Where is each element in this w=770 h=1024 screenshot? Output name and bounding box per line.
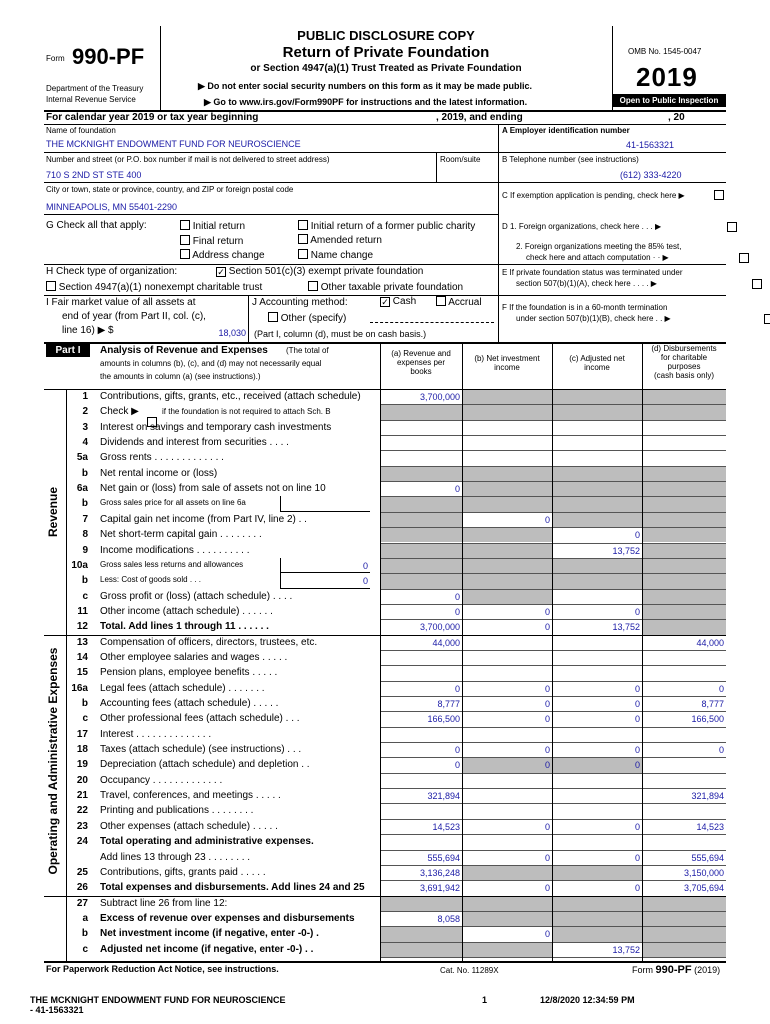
j-cash[interactable]: ✓ Cash (381, 296, 417, 307)
public-disclosure: PUBLIC DISCLOSURE COPY (297, 28, 475, 43)
shaded-cell (643, 390, 726, 404)
col-d-header-line: purposes (667, 362, 701, 371)
form-subtitle: or Section 4947(a)(1) Trust Treated as Private Foundation (250, 63, 522, 74)
shaded-cell (381, 497, 462, 511)
amount-col-d: 3,705,694 (683, 883, 724, 894)
line-description: Less: Cost of goods sold . . . (100, 575, 201, 585)
form-ref: Form 990-PF (2019) (632, 964, 721, 976)
e-label-1: E If private foundation status was terminated under (502, 268, 683, 277)
amount-col-a: 44,000 (432, 637, 460, 648)
amount-col-a: 166,500 (427, 714, 460, 725)
amount-col-a: 0 (454, 745, 460, 756)
line-number: 26 (76, 882, 88, 894)
g-name-change[interactable]: Name change (298, 249, 373, 261)
line-description: Gross sales price for all assets on line 6a (100, 498, 246, 508)
line-description: Other income (attach schedule) . . . . . . (100, 605, 273, 617)
line-number: 18 (76, 744, 88, 756)
phone-value: (612) 333-4220 (620, 170, 682, 180)
line-description: Other employee salaries and wages . . . . . (100, 651, 288, 663)
col-a-header-line: expenses per (396, 358, 446, 367)
line-description: Interest . . . . . . . . . . . . . . (100, 728, 212, 740)
amount-col-b: 0 (544, 929, 550, 940)
amount-col-c: 0 (634, 714, 640, 725)
shaded-cell (643, 943, 726, 957)
line-number: 19 (76, 759, 88, 771)
shaded-cell (643, 497, 726, 511)
line-description: Adjusted net income (if negative, enter -0-) . . (100, 943, 314, 955)
foundation-name: THE MCKNIGHT ENDOWMENT FUND FOR NEUROSCIENCE (46, 139, 301, 149)
i-line2: end of year (from Part II, col. (c), (62, 311, 206, 322)
line-number: 8 (82, 529, 88, 541)
shaded-cell (463, 482, 552, 496)
line-description: Contributions, gifts, grants, etc., received (attach schedule) (100, 391, 361, 402)
line-description: Dividends and interest from securities . . . . (100, 437, 289, 449)
line-description: Capital gain net income (from Part IV, line 2) . . (100, 513, 307, 525)
city-value: MINNEAPOLIS, MN 55401-2290 (46, 202, 178, 212)
col-a-header (380, 349, 462, 376)
col-c-header (552, 354, 642, 372)
shaded-cell (643, 574, 726, 588)
shaded-cell (643, 927, 726, 941)
amount-col-c: 0 (634, 745, 640, 756)
shaded-cell (463, 528, 552, 542)
c-checkbox[interactable] (714, 190, 724, 200)
f-label-1: F If the foundation is in a 60-month termination (502, 303, 668, 312)
ssn-warning: ▶ Do not enter social security numbers on this form as it may be made public. (198, 81, 532, 91)
line-number: b (81, 575, 88, 587)
shaded-cell (643, 620, 726, 634)
amount-col-d: 8,777 (701, 699, 724, 709)
line-number: 27 (76, 897, 88, 909)
amount-col-c: 13,752 (612, 622, 640, 633)
shaded-cell (381, 943, 462, 957)
line-number: 9 (82, 544, 88, 556)
amount-col-b: 0 (544, 714, 550, 725)
shaded-cell (553, 482, 642, 496)
shaded-cell (553, 405, 642, 419)
shaded-cell (553, 513, 642, 527)
line-number: 3 (82, 421, 88, 433)
line-description: Printing and publications . . . . . . . . (100, 805, 254, 817)
shaded-cell (643, 467, 726, 481)
omb-number: OMB No. 1545-0047 (628, 47, 702, 56)
amount-col-b: 0 (544, 883, 550, 894)
cat-number: Cat. No. 11289X (440, 966, 499, 975)
i-line3: line 16) ▶ $ (62, 325, 114, 336)
col-d-header-line: (cash basis only) (653, 371, 715, 380)
line-number: 21 (76, 790, 88, 802)
line-description: Check ▶ (100, 406, 139, 418)
line-number: c (82, 590, 88, 602)
col-a-header-line: books (410, 367, 432, 376)
amount-col-a: 0 (454, 683, 460, 694)
d1-label: D 1. Foreign organizations, check here . . . ▶ (502, 222, 662, 231)
amount-col-a: 0 (454, 606, 460, 617)
line-number: 13 (76, 636, 88, 648)
line-number: 6a (76, 483, 88, 495)
amount-col-c: 0 (634, 852, 640, 863)
line-description: Other professional fees (attach schedule) . . . (100, 713, 300, 725)
shaded-cell (553, 912, 642, 926)
shaded-cell (643, 513, 726, 527)
shaded-cell (381, 927, 462, 941)
name-label: Name of foundation (46, 126, 116, 135)
shaded-cell (463, 912, 552, 926)
e-label-2: section 507(b)(1)(A), check here . . . . ▶ (516, 279, 657, 288)
line-number: 11 (77, 605, 88, 617)
shaded-cell (463, 467, 552, 481)
amount-col-d: 14,523 (696, 821, 724, 832)
street-value: 710 S 2ND ST STE 400 (46, 170, 142, 180)
amount-col-a: 0 (454, 591, 460, 602)
ein-value: 41-1563321 (626, 140, 675, 150)
amount-col-c: 0 (634, 683, 640, 694)
line-description: Total expenses and disbursements. Add lines 24 and 25 (100, 882, 365, 894)
line-number: b (81, 698, 88, 709)
shaded-cell (381, 528, 462, 542)
irs: Internal Revenue Service (46, 95, 136, 104)
amount-col-c: 13,752 (612, 944, 640, 955)
line-number: 22 (76, 805, 88, 817)
shaded-cell (463, 590, 552, 604)
line-number: b (81, 928, 88, 940)
shaded-cell (381, 544, 462, 558)
shaded-cell (381, 405, 462, 419)
shaded-cell (381, 897, 462, 911)
calendar-mid: , 2019, and ending (436, 112, 523, 123)
amount-col-a: 555,694 (427, 852, 460, 863)
shaded-cell (643, 605, 726, 619)
amount-col-a: 3,691,942 (419, 883, 460, 894)
line-number: 10a (71, 559, 88, 571)
line-number: 23 (76, 820, 88, 832)
phone-label: B Telephone number (see instructions) (502, 155, 639, 164)
line-number: 16a (71, 682, 88, 694)
shaded-cell (553, 574, 642, 588)
col-b-header (462, 354, 552, 372)
line-number: 2 (82, 406, 88, 418)
h-label: H Check type of organization: (46, 266, 178, 277)
sch-b-checkbox[interactable] (147, 417, 157, 427)
j-other[interactable]: Other (specify) (268, 312, 346, 324)
shaded-cell (643, 912, 726, 926)
amount-col-d: 44,000 (696, 637, 724, 648)
shaded-cell (463, 943, 552, 957)
amount-col-a: 8,058 (437, 913, 460, 924)
amount-col-a: 3,136,248 (419, 867, 460, 878)
line-number: 5a (76, 452, 88, 464)
street-label: Number and street (or P.O. box number if mail is not delivered to street address) (46, 155, 330, 164)
amount-col-a: 0 (454, 760, 460, 771)
amount-col-b: 0 (544, 745, 550, 756)
shaded-cell (553, 390, 642, 404)
d2-label-a: 2. Foreign organizations meeting the 85% test, (516, 242, 682, 251)
shaded-cell (463, 390, 552, 404)
line-description: Pension plans, employee benefits . . . . . (100, 667, 278, 679)
line-number: b (81, 498, 88, 510)
amount-col-c: 0 (634, 606, 640, 617)
fmv-value: 18,030 (218, 328, 246, 338)
h-501c3[interactable]: ✓ Section 501(c)(3) exempt private foundation (217, 266, 424, 277)
g-initial-former[interactable]: Initial return of a former public charity (298, 220, 475, 232)
d1-checkbox[interactable] (727, 222, 737, 232)
line-number: 14 (76, 651, 88, 663)
print-date: 12/8/2020 12:34:59 PM (540, 995, 635, 1005)
line-description: Depreciation (attach schedule) and depletion . . (100, 759, 310, 771)
line-number: 12 (76, 621, 88, 633)
part-i-title: Analysis of Revenue and Expenses (100, 345, 268, 356)
shaded-cell (643, 544, 726, 558)
page-number: 1 (482, 995, 488, 1005)
amount-col-a: 3,700,000 (419, 392, 460, 402)
part-i-note-1: amounts in columns (b), (c), and (d) may not necessarily equal (100, 359, 322, 368)
footer-ein: - 41-1563321 (30, 1005, 84, 1015)
col-a-header-line: (a) Revenue and (391, 349, 451, 358)
g-amended[interactable]: Amended return (298, 234, 382, 246)
line-description: Total. Add lines 1 through 11 . . . . . . (100, 621, 269, 633)
j-label: J Accounting method: (252, 297, 348, 308)
irs-link[interactable]: ▶ Go to www.irs.gov/Form990PF for instructions and the latest information. (204, 97, 528, 107)
line-description: Net investment income (if negative, enter -0-) . (100, 928, 319, 940)
line-description: Travel, conferences, and meetings . . . . . (100, 790, 281, 802)
line-description: Legal fees (attach schedule) . . . . . . . (100, 682, 265, 694)
g-final[interactable]: Final return (180, 235, 243, 247)
shaded-cell (463, 544, 552, 558)
part-i-title-rest: (The total of (286, 346, 329, 355)
form-title: Return of Private Foundation (282, 44, 490, 61)
line-description: Other expenses (attach schedule) . . . . . (100, 820, 278, 832)
amount-col-d: 166,500 (691, 714, 724, 725)
g-address-change[interactable]: Address change (180, 249, 265, 261)
shaded-cell (381, 467, 462, 481)
amount-col-c: 13,752 (612, 545, 640, 556)
form-word: Form (46, 54, 65, 63)
line-number: b (81, 467, 88, 479)
line-description: Subtract line 26 from line 12: (100, 897, 228, 909)
shaded-cell (643, 405, 726, 419)
room-label: Room/suite (440, 155, 481, 164)
shaded-cell (463, 897, 552, 911)
f-checkbox[interactable] (764, 314, 770, 324)
shaded-cell (643, 482, 726, 496)
shaded-cell (553, 497, 642, 511)
shaded-cell (463, 405, 552, 419)
shaded-cell (381, 574, 462, 588)
line-number: 17 (76, 728, 88, 740)
line-number: 4 (82, 437, 88, 449)
calendar-year-label: For calendar year 2019 or tax year beginning (46, 112, 259, 123)
d2-label-b: check here and attach computation · · ▶ (526, 253, 669, 262)
amount-col-c: 0 (634, 883, 640, 894)
col-d-header-line: for charitable (660, 353, 708, 362)
col-d-header (642, 344, 726, 380)
line-description: Contributions, gifts, grants paid . . . . . (100, 866, 266, 878)
line-number: a (82, 912, 88, 924)
amount-col-c: 0 (634, 530, 640, 541)
line-number: 1 (82, 391, 88, 402)
amount-col-b: 0 (544, 622, 550, 633)
inline-entry-box[interactable] (280, 496, 370, 511)
shaded-cell (381, 559, 462, 573)
amount-col-d: 0 (718, 745, 724, 756)
shaded-cell (643, 559, 726, 573)
col-b-header-line: (b) Net investment (474, 354, 540, 363)
amount-col-a: 3,700,000 (419, 622, 460, 633)
line-description: Accounting fees (attach schedule) . . . . . (100, 698, 279, 709)
f-label-2: under section 507(b)(1)(B), check here . . ▶ (516, 314, 671, 323)
shaded-cell (463, 497, 552, 511)
amount-col-a: 8,777 (437, 699, 460, 709)
j-accrual[interactable]: Accrual (436, 296, 482, 308)
city-label: City or town, state or province, country, and ZIP or foreign postal code (46, 185, 294, 194)
shaded-cell (463, 574, 552, 588)
sch-b-note: if the foundation is not required to attach Sch. B (162, 407, 331, 417)
col-c-header-line: (c) Adjusted net (569, 354, 625, 363)
col-c-header-line: income (584, 363, 610, 372)
j-note: (Part I, column (d), must be on cash basis.) (254, 329, 427, 339)
amount-col-b: 0 (544, 821, 550, 832)
ein-label: A Employer identification number (502, 126, 630, 135)
line-description: Net short-term capital gain . . . . . . . . (100, 529, 262, 541)
line-description: Total operating and administrative expenses. (100, 836, 314, 848)
shaded-cell (553, 927, 642, 941)
line-number: 25 (76, 866, 88, 878)
line-description: Interest on savings and temporary cash investments (100, 421, 332, 433)
amount-col-b: 0 (544, 699, 550, 709)
amount-col-c: 0 (634, 821, 640, 832)
line-number: 24 (76, 836, 88, 848)
shaded-cell (463, 559, 552, 573)
c-label: C If exemption application is pending, check here ▶ (502, 191, 685, 200)
line-description: Taxes (attach schedule) (see instructions) . . . (100, 744, 302, 756)
line-number: c (82, 943, 88, 955)
amount-col-c: 0 (634, 699, 640, 709)
inline-value: 0 (362, 560, 368, 571)
part-i-badge: Part I (46, 344, 90, 357)
i-line1: I Fair market value of all assets at (46, 297, 196, 308)
open-inspection-badge: Open to Public Inspection (612, 94, 726, 107)
amount-col-b: 0 (544, 760, 550, 771)
line-description: Gross sales less returns and allowances (100, 559, 244, 569)
amount-col-a: 0 (454, 484, 460, 495)
line-description: Income modifications . . . . . . . . . . (100, 544, 250, 556)
footer-org: THE MCKNIGHT ENDOWMENT FUND FOR NEUROSCIENCE (30, 995, 286, 1005)
d2-checkbox[interactable] (739, 253, 749, 263)
line-description: Gross rents . . . . . . . . . . . . . (100, 452, 224, 464)
paperwork-notice: For Paperwork Reduction Act Notice, see instructions. (46, 964, 279, 974)
shaded-cell (381, 513, 462, 527)
amount-col-a: 321,894 (427, 791, 460, 802)
shaded-cell (643, 528, 726, 542)
line-description: Excess of revenue over expenses and disbursements (100, 912, 355, 924)
j-other-line (370, 322, 494, 323)
shaded-cell (643, 897, 726, 911)
revenue-side-label: Revenue (46, 486, 60, 538)
line-description: Add lines 13 through 23 . . . . . . . . (100, 851, 251, 863)
amount-col-d: 3,150,000 (683, 867, 724, 878)
line-description: Net gain or (loss) from sale of assets not on line 10 (100, 483, 326, 495)
shaded-cell (643, 590, 726, 604)
tax-year: 2019 (636, 62, 698, 92)
amount-col-c: 0 (634, 760, 640, 771)
line-number: 7 (82, 513, 88, 525)
expenses-side-label: Operating and Administrative Expenses (46, 647, 60, 875)
line-number: 15 (76, 667, 88, 679)
g-label: G Check all that apply: (46, 220, 147, 231)
line-number: 20 (76, 774, 88, 786)
shaded-cell (553, 559, 642, 573)
amount-col-d: 321,894 (691, 791, 724, 802)
line-description: Occupancy . . . . . . . . . . . . . (100, 774, 223, 786)
shaded-cell (553, 467, 642, 481)
amount-col-b: 0 (544, 683, 550, 694)
line-description: Gross profit or (loss) (attach schedule) . . . . (100, 590, 293, 602)
shaded-cell (463, 866, 552, 880)
calendar-end: , 20 (668, 112, 685, 123)
inline-value: 0 (362, 576, 368, 587)
g-initial[interactable]: Initial return (180, 220, 245, 232)
line-description: Compensation of officers, directors, trustees, etc. (100, 636, 318, 648)
shaded-cell (553, 897, 642, 911)
amount-col-d: 0 (718, 683, 724, 694)
amount-col-b: 0 (544, 514, 550, 525)
e-checkbox[interactable] (752, 279, 762, 289)
amount-col-d: 555,694 (691, 852, 724, 863)
amount-col-b: 0 (544, 852, 550, 863)
form-number: 990-PF (72, 44, 145, 69)
col-b-header-line: income (494, 363, 520, 372)
amount-col-a: 14,523 (432, 821, 460, 832)
col-d-header-line: (d) Disbursements (651, 344, 717, 353)
line-number: c (82, 713, 88, 725)
h-4947[interactable]: Section 4947(a)(1) nonexempt charitable trust (46, 281, 262, 293)
amount-col-b: 0 (544, 606, 550, 617)
h-other-taxable[interactable]: Other taxable private foundation (308, 281, 463, 293)
dept-treasury: Department of the Treasury (46, 84, 144, 93)
shaded-cell (553, 866, 642, 880)
part-i-note-2: the amounts in column (a) (see instructions).) (100, 372, 261, 381)
line-description: Net rental income or (loss) (100, 467, 218, 479)
